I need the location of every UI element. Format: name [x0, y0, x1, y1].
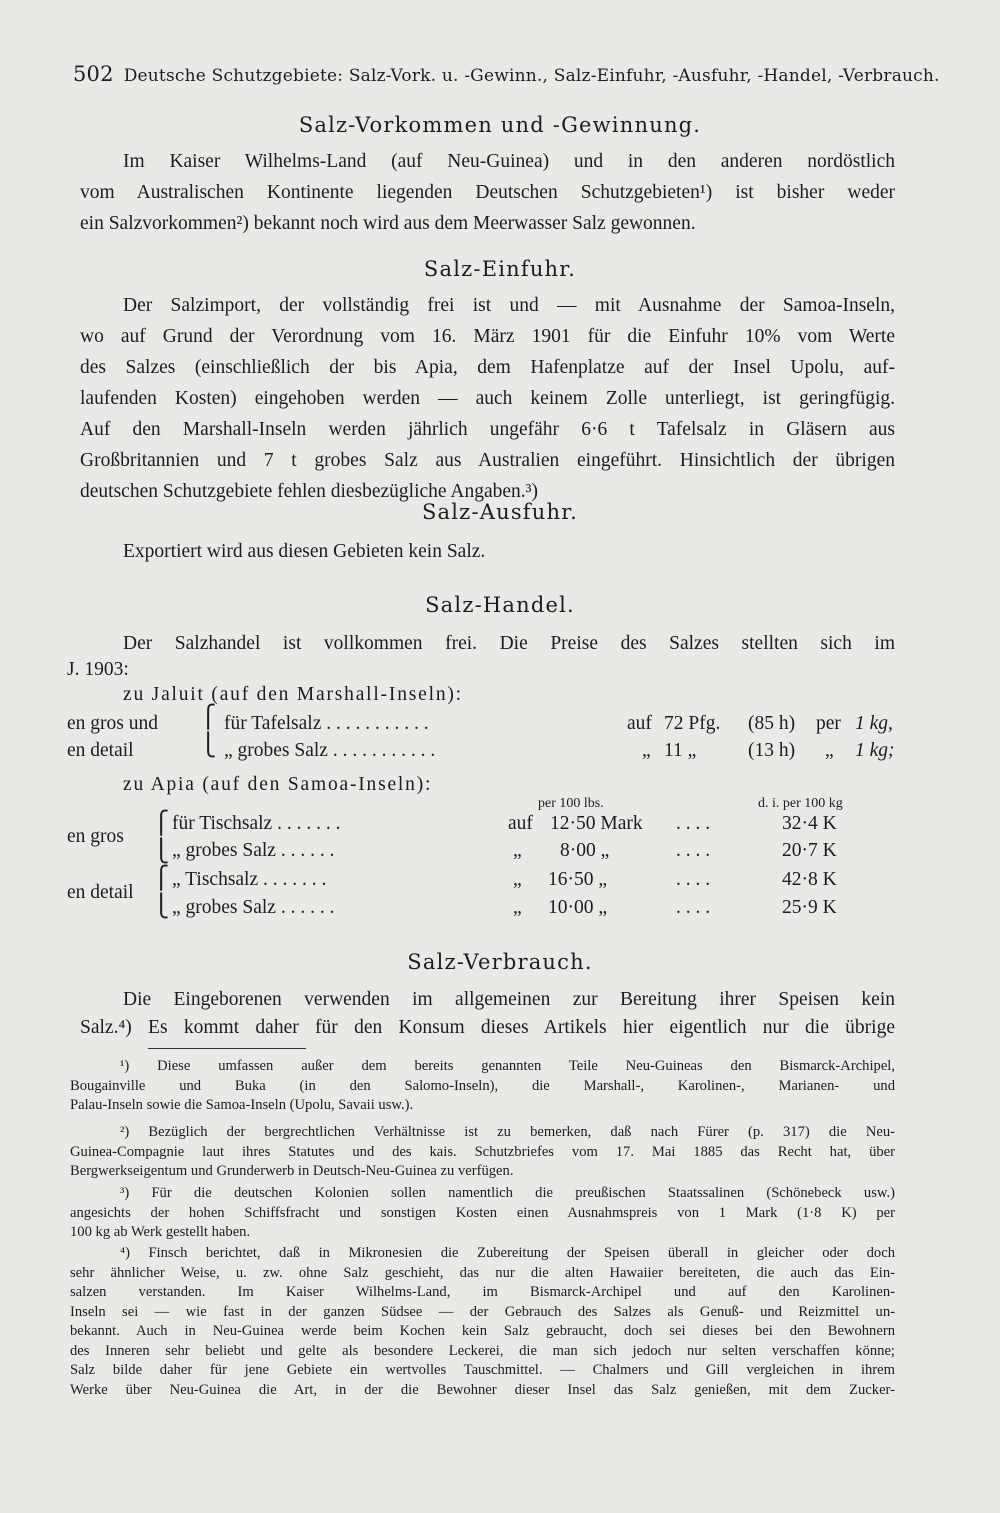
footnote-rule — [148, 1048, 306, 1049]
apia-dots: . . . . — [676, 897, 711, 918]
section-title-einfuhr: Salz-Einfuhr. — [423, 257, 577, 281]
jaluit-per: „ — [825, 740, 834, 761]
brace-symbol: ⎧ — [200, 705, 217, 730]
apia-dots: . . . . — [676, 813, 711, 834]
apia-value: 25·9 K — [782, 897, 837, 918]
jaluit-price: 11 „ — [664, 740, 697, 761]
footnote-line: ⁴) Finsch berichtet, daß in Mikronesien die Zubereitung der Speisen überall in gleicher oder doch — [120, 1245, 895, 1261]
footnote-3 — [70, 1184, 895, 1244]
apia-label-detail: en detail — [67, 882, 134, 903]
paragraph-ausfuhr: Exportiert wird aus diesen Gebieten kein Salz. — [123, 541, 486, 562]
jaluit-prefix: „ — [642, 740, 651, 761]
jaluit-prefix: auf — [627, 713, 652, 734]
apia-dots: . . . . — [676, 869, 711, 890]
running-header — [73, 62, 940, 86]
jaluit-heading: zu Jaluit (auf den Marshall-Inseln): — [123, 684, 463, 705]
apia-item: „ Tischsalz . . . . . . . — [172, 869, 327, 890]
apia-item: „ grobes Salz . . . . . . — [172, 840, 335, 861]
apia-value: 42·8 K — [782, 869, 837, 890]
apia-price: 8·00 „ — [560, 840, 610, 861]
text-line: wo auf Grund der Verordnung vom 16. März 1901 für die Einfuhr 10% vom Werte — [80, 326, 895, 347]
footnote-line: Salz bilde daher für jene Gebiete ein wertvolles Tauschmittel. — Chalmers und Gill vergleichen in ihrem — [70, 1362, 895, 1378]
running-title: Deutsche Schutzgebiete: Salz-Vork. u. -Gewinn., Salz-Einfuhr, -Ausfuhr, -Handel, -Verbrauch. — [123, 66, 940, 86]
section-title-verbrauch: Salz-Verbrauch. — [407, 950, 593, 974]
apia-item: „ grobes Salz . . . . . . — [172, 897, 335, 918]
footnote-line: ¹) Diese umfassen außer dem bereits genannten Teile Neu-Guineas den Bismarck-Archipel, — [120, 1058, 895, 1074]
footnote-line: Guinea-Compagnie laut ihres Statutes und des kais. Schutzbriefes vom 17. Mai 1885 das Recht hat, über — [70, 1143, 895, 1160]
jaluit-item-grobes-salz: „ grobes Salz . . . . . . . . . . . — [224, 740, 436, 761]
text-line: Im Kaiser Wilhelms-Land (auf Neu-Guinea) und in den anderen nordöstlich — [123, 151, 895, 172]
text-line: Auf den Marshall-Inseln werden jährlich ungefähr 6·6 t Tafelsalz in Gläsern aus — [80, 419, 895, 440]
text-line: Großbritannien und 7 t grobes Salz aus Australien eingeführt. Hinsichtlich der übrigen — [80, 450, 895, 471]
apia-prefix: „ — [513, 869, 522, 890]
apia-prefix: auf — [508, 813, 533, 834]
brace-symbol: ⎧ — [153, 811, 170, 836]
text-line: laufenden Kosten) eingehoben werden — auch keinem Zolle unterliegt, ist geringfügig. — [80, 388, 895, 409]
text-line: Salz.⁴) Es kommt daher für den Konsum dieses Artikels hier eigentlich nur die übrige — [80, 1017, 895, 1038]
footnote-line: sehr ähnlicher Weise, u. zw. ohne Salz geschieht, das nur die alten Hawaiier bereiteten, die auch das Ein- — [70, 1264, 895, 1281]
footnote-line: salzen verstanden. Im Kaiser Wilhelms-Land, im Bismarck-Archipel und auf den Karolinen- — [70, 1284, 895, 1300]
footnote-1 — [70, 1057, 895, 1117]
apia-dots: . . . . — [676, 840, 711, 861]
brace-symbol: ⎧ — [153, 866, 170, 891]
apia-prefix: „ — [513, 897, 522, 918]
apia-value: 20·7 K — [782, 840, 837, 861]
brace-symbol: ⎩ — [153, 839, 170, 864]
footnote-line: des Inneren sehr beliebt und gelte als besondere Leckerei, die man sich jedoch nur selten verschaffen könne; — [70, 1342, 895, 1359]
apia-heading: zu Apia (auf den Samoa-Inseln): — [123, 774, 433, 795]
apia-item: für Tischsalz . . . . . . . — [172, 813, 341, 834]
apia-prefix: „ — [513, 840, 522, 861]
text-line: Die Eingeborenen verwenden im allgemeinen zur Bereitung ihrer Speisen kein — [123, 989, 895, 1010]
apia-label-gros: en gros — [67, 826, 124, 847]
jaluit-item-tafelsalz: für Tafelsalz . . . . . . . . . . . — [224, 713, 429, 734]
footnote-line: Bougainville und Buka (in den Salomo-Inseln), die Marshall-, Karolinen-, Marianen- und — [70, 1077, 895, 1094]
jaluit-price: 72 Pfg. — [664, 713, 721, 734]
footnote-line: 100 kg ab Werk gestellt haben. — [70, 1224, 251, 1240]
text-line: vom Australischen Kontinente liegenden Deutschen Schutzgebieten¹) ist bisher weder — [80, 182, 895, 203]
footnote-line: ³) Für die deutschen Kolonien sollen namentlich die preußischen Staatssalinen (Schönebeck usw.) — [120, 1185, 895, 1201]
paragraph-einfuhr — [80, 290, 895, 507]
footnote-line: ²) Bezüglich der bergrechtlichen Verhältnisse ist zu bemerken, daß nach Fürer (p. 317) die Neu- — [120, 1124, 895, 1140]
footnote-line: Bergwerkseigentum und Grunderwerb in Deutsch-Neu-Guinea zu verfügen. — [70, 1163, 514, 1179]
jaluit-label-detail: en detail — [67, 740, 134, 761]
paragraph-handel — [67, 628, 895, 690]
footnote-2 — [70, 1123, 895, 1183]
apia-price: 16·50 „ — [548, 869, 608, 890]
footnote-line: Palau-Inseln sowie die Samoa-Inseln (Upolu, Savaii usw.). — [70, 1097, 414, 1113]
text-line: des Salzes (einschließlich der bis Apia, dem Hafenplatze auf der Insel Upolu, auf- — [80, 357, 895, 378]
footnote-line: Inseln sei — wie fast in der ganzen Südsee — der Gebrauch des Salzes als Genuß- und Reizmittel un- — [70, 1303, 895, 1320]
text-line: ein Salzvorkommen²) bekannt noch wird aus dem Meerwasser Salz gewonnen. — [80, 213, 696, 234]
apia-col-lbs: per 100 lbs. — [538, 796, 604, 811]
jaluit-unit: 1 kg, — [855, 713, 893, 734]
footnote-line: Werke über Neu-Guinea die Art, in der die Bewohner dieser Insel das Salz genießen, mit dem Zucker- — [70, 1381, 895, 1398]
section-title-ausfuhr: Salz-Ausfuhr. — [421, 500, 579, 524]
jaluit-heller: (85 h) — [748, 713, 796, 734]
paragraph-verbrauch — [80, 984, 895, 1046]
section-title-vorkommen: Salz-Vorkommen und -Gewinnung. — [298, 113, 702, 137]
footnote-4 — [70, 1244, 895, 1404]
text-line: Der Salzimport, der vollständig frei ist und — mit Ausnahme der Samoa-Inseln, — [123, 295, 895, 316]
apia-price: 10·00 „ — [548, 897, 608, 918]
apia-price: 12·50 Mark — [550, 813, 643, 834]
jaluit-heller: (13 h) — [748, 740, 796, 761]
apia-value: 32·4 K — [782, 813, 837, 834]
apia-col-kg: d. i. per 100 kg — [758, 796, 843, 811]
footnote-line: bekannt. Auch in Neu-Guinea werde beim Kochen kein Salz gebraucht, doch sei dieses bei den Bewohnern — [70, 1323, 895, 1339]
brace-symbol: ⎩ — [153, 894, 170, 919]
section-title-handel: Salz-Handel. — [425, 593, 575, 617]
text-line: deutschen Schutzgebiete fehlen diesbezügliche Angaben.³) — [80, 481, 538, 502]
page-number: 502 — [73, 62, 114, 86]
jaluit-label-gros: en gros und — [67, 713, 158, 734]
jaluit-unit: 1 kg; — [855, 740, 895, 761]
paragraph-vorkommen — [80, 146, 895, 239]
brace-symbol: ⎩ — [200, 733, 217, 758]
text-line: Der Salzhandel ist vollkommen frei. Die Preise des Salzes stellten sich im — [123, 633, 895, 654]
text-line: J. 1903: — [67, 659, 129, 680]
footnote-line: angesichts der hohen Schiffsfracht und sonstigen Kosten einen Ausnahmspreis von 1 Mark (1·8 K) per — [70, 1204, 895, 1221]
jaluit-per: per — [816, 713, 841, 734]
